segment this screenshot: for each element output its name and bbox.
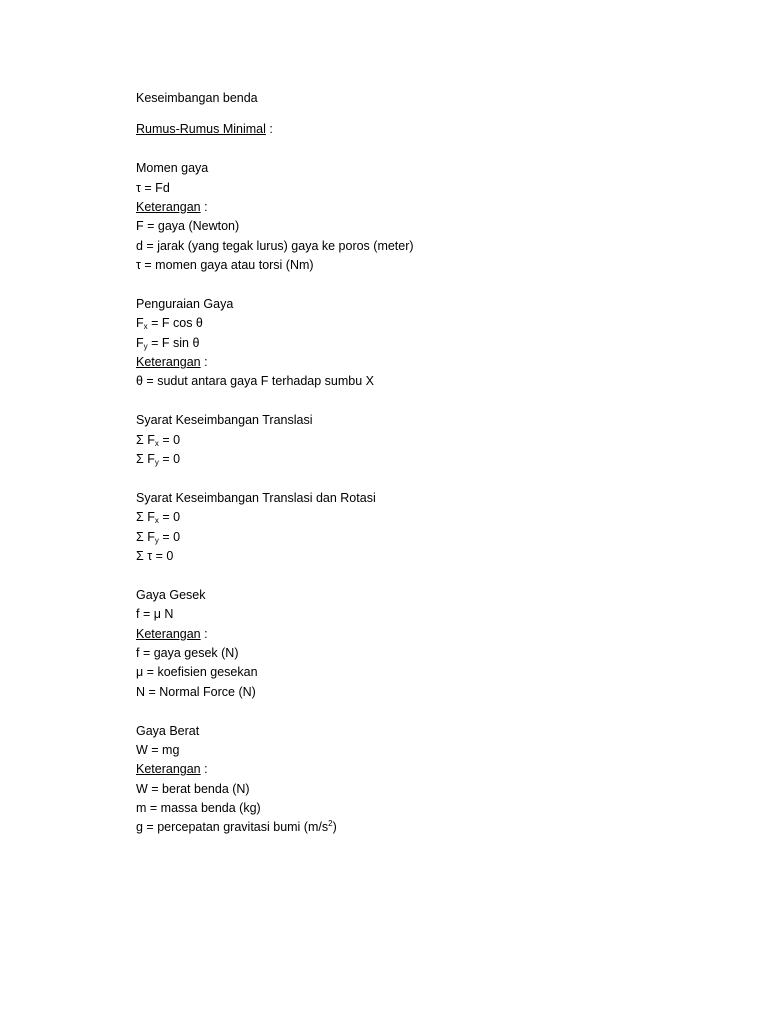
formula-berat: W = mg [136,742,180,757]
formula-sum-fy-rest: = 0 [158,452,181,467]
formula-sum-fx-rest: = 0 [158,510,181,525]
formula-sum-fy-sub: y [154,458,159,468]
formula-sum-fx-base: Σ F [136,510,155,525]
formula-sum-fx [136,508,736,527]
note-line: d = jarak (yang tegak lurus) gaya ke poros (meter) [136,238,414,253]
keterangan-colon: : [200,762,208,777]
note-line: μ = koefisien gesekan [136,665,258,680]
formula-fy-sub: y [143,341,148,351]
formula-sum-fx-sub: x [154,438,159,448]
rumus-heading [136,120,736,139]
section-heading-penguraian: Penguraian Gaya [136,296,234,311]
keterangan-label [136,760,736,779]
spacer [136,469,736,488]
keterangan-colon: : [200,199,208,214]
spacer [136,140,736,159]
keterangan-text: Keterangan [136,355,201,370]
spacer [136,566,736,585]
keterangan-label [136,198,736,217]
note-gravity-base: g = percepatan gravitasi bumi (m/s [136,820,329,835]
formula-sum-tau: Σ τ = 0 [136,548,174,563]
keterangan-text: Keterangan [136,626,201,641]
rumus-heading-colon: : [265,122,273,137]
formula-sum-fy [136,450,736,469]
keterangan-label [136,353,736,372]
section-heading-berat: Gaya Berat [136,723,200,738]
formula-momen: τ = Fd [136,180,170,195]
note-gravity [136,818,736,837]
spacer [136,276,736,295]
keterangan-label [136,625,736,644]
formula-sum-fy-base: Σ F [136,452,155,467]
formula-sum-fy-sub: y [154,535,159,545]
section-heading-gesek: Gaya Gesek [136,587,206,602]
note-line: m = massa benda (kg) [136,801,261,816]
formula-sum-fx-base: Σ F [136,432,155,447]
note-line: F = gaya (Newton) [136,219,240,234]
formula-fx-base: F [136,316,144,331]
section-heading-momen: Momen gaya [136,161,209,176]
note-line: f = gaya gesek (N) [136,645,239,660]
spacer [136,392,736,411]
formula-sum-fy-rest: = 0 [158,529,181,544]
formula-fy-rest: = F sin θ [147,335,200,350]
formula-fx [136,314,736,333]
note-gravity-sup: 2 [328,819,333,829]
formula-fx-rest: = F cos θ [147,316,203,331]
section-heading-rotasi: Syarat Keseimbangan Translasi dan Rotasi [136,490,376,505]
note-line: N = Normal Force (N) [136,684,256,699]
formula-sum-fx-sub: x [154,516,159,526]
keterangan-colon: : [200,355,208,370]
keterangan-text: Keterangan [136,762,201,777]
formula-sum-fx [136,431,736,450]
document-title: Keseimbangan benda [136,91,258,105]
keterangan-colon: : [200,626,208,641]
note-gravity-rest: ) [332,820,337,835]
section-heading-translasi: Syarat Keseimbangan Translasi [136,413,313,428]
rumus-heading-text: Rumus-Rumus Minimal [136,122,266,137]
spacer [136,702,736,721]
formula-gesek: f = μ N [136,607,174,622]
formula-fx-sub: x [143,322,148,332]
formula-sum-fy [136,528,736,547]
document-page [136,89,736,838]
formula-fy [136,334,736,353]
formula-sum-fx-rest: = 0 [158,432,181,447]
note-line: θ = sudut antara gaya F terhadap sumbu X [136,374,375,389]
keterangan-text: Keterangan [136,199,201,214]
note-line: W = berat benda (N) [136,781,250,796]
note-line: τ = momen gaya atau torsi (Nm) [136,258,314,273]
formula-fy-base: F [136,335,144,350]
formula-sum-fy-base: Σ F [136,529,155,544]
